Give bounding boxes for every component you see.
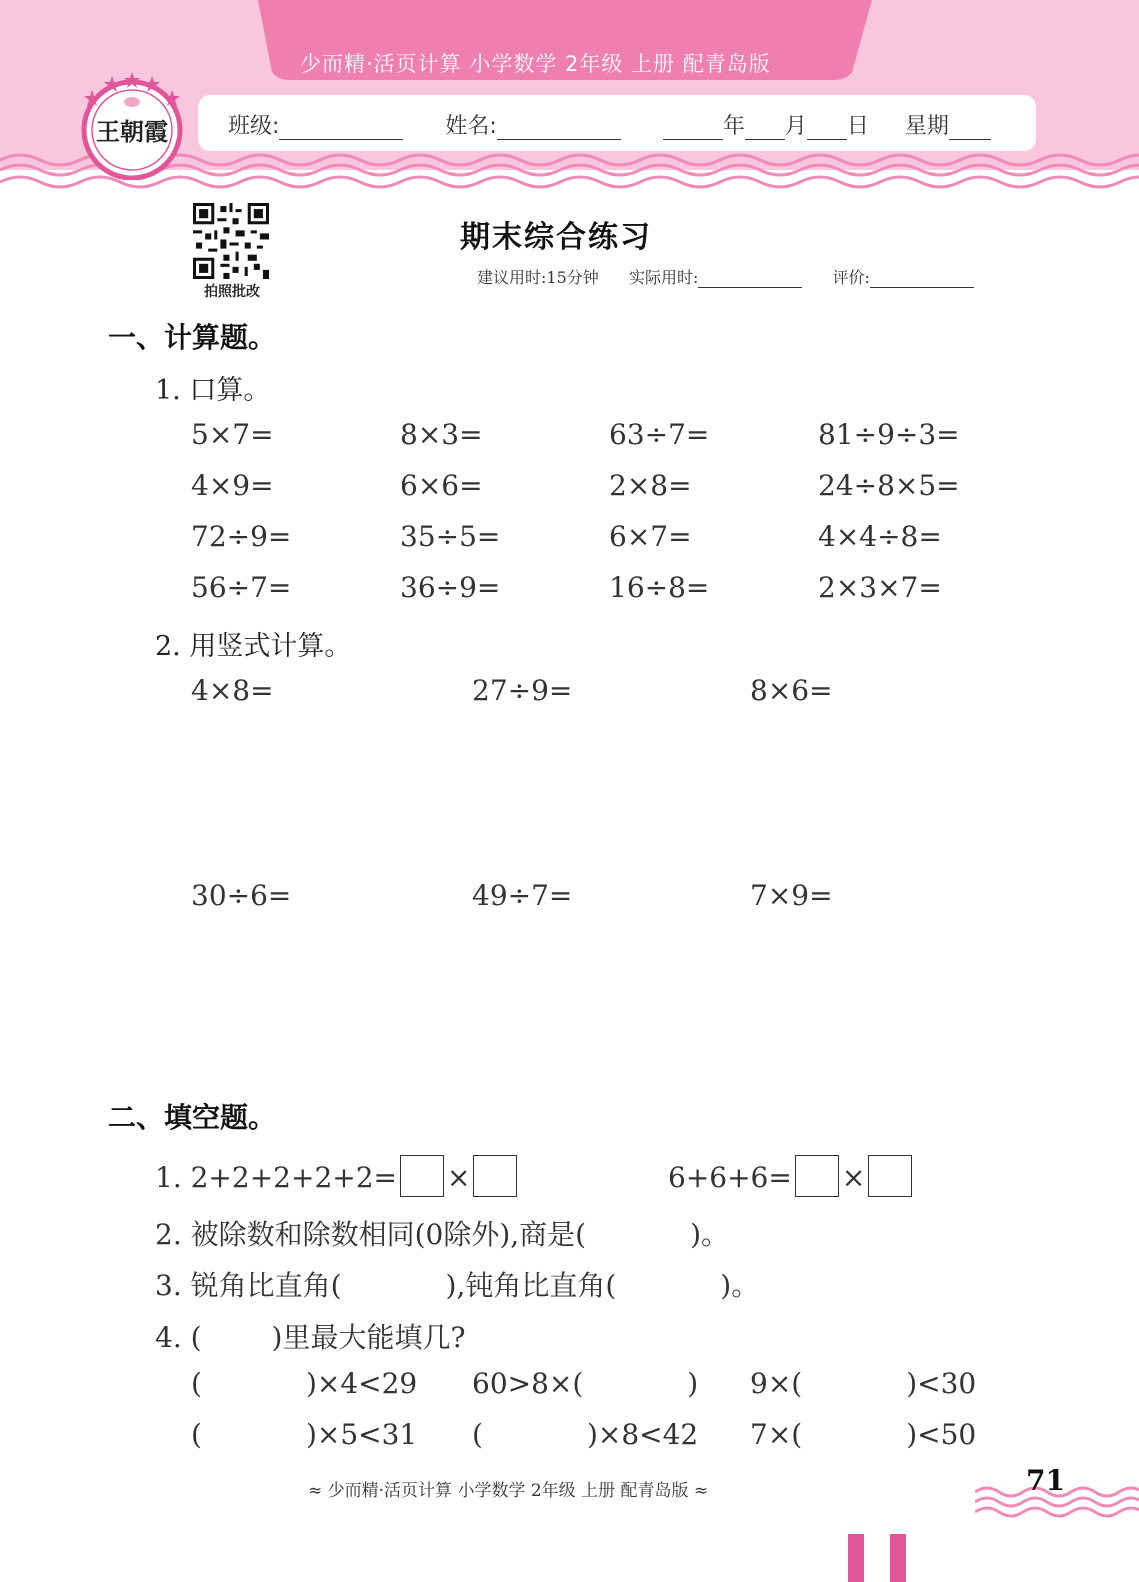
- student-info-row: [228, 109, 991, 140]
- fill-q4-label: 4. ( )里最大能填几?: [155, 1321, 466, 1354]
- answer-box[interactable]: [868, 1155, 912, 1197]
- answer-box[interactable]: [795, 1155, 839, 1197]
- inequality-item: 9×( )<30: [750, 1367, 977, 1400]
- qr-label: 拍照批改: [204, 284, 260, 300]
- fill-q3: 3. 锐角比直角( ),钝角比直角( )。: [155, 1269, 760, 1302]
- oral-calc-item: 6×6=: [400, 469, 483, 502]
- section1-heading: 一、计算题。: [108, 321, 277, 354]
- series-title: 少而精·活页计算 小学数学 2年级 上册 配青岛版: [300, 52, 771, 76]
- vertical-calc-item: 27÷9=: [472, 674, 573, 707]
- weekday-label: 星期: [904, 114, 949, 139]
- qr-code-icon[interactable]: [193, 203, 269, 279]
- answer-box[interactable]: [400, 1155, 444, 1197]
- oral-calc-item: 36÷9=: [400, 571, 501, 604]
- bottom-bars-decoration: [846, 1534, 910, 1582]
- oral-calc-item: 4×9=: [191, 469, 274, 502]
- q2-label: 2. 用竖式计算。: [155, 631, 352, 662]
- day-field[interactable]: [807, 117, 847, 140]
- month-label: 月: [784, 114, 807, 139]
- oral-calc-item: 5×7=: [191, 418, 274, 451]
- year-label: 年: [722, 114, 745, 139]
- inequality-item: 60>8×( ): [472, 1367, 699, 1400]
- suggested-time: 建议用时:15分钟: [477, 268, 599, 287]
- inequality-item: ( )×4<29: [191, 1367, 418, 1400]
- fill-q1-right: 6+6+6= ×: [668, 1155, 915, 1197]
- page-number: 71: [1026, 1464, 1065, 1497]
- vertical-calc-item: 30÷6=: [191, 879, 292, 912]
- vertical-calc-item: 7×9=: [750, 879, 833, 912]
- section2-heading: 二、填空题。: [108, 1101, 277, 1134]
- evaluation-label: 评价:: [832, 268, 870, 287]
- oral-calc-item: 63÷7=: [609, 418, 710, 451]
- inequality-item: ( )×5<31: [191, 1418, 418, 1451]
- name-field[interactable]: [497, 117, 621, 140]
- brand-logo: [78, 68, 186, 180]
- vertical-calc-item: 4×8=: [191, 674, 274, 707]
- actual-time-label: 实际用时:: [628, 268, 699, 287]
- oral-calc-item: 35÷5=: [400, 520, 501, 553]
- vertical-calc-item: 49÷7=: [472, 879, 573, 912]
- class-label: 班级:: [228, 114, 280, 139]
- oral-calc-item: 6×7=: [609, 520, 692, 553]
- name-label: 姓名:: [445, 114, 497, 139]
- year-field[interactable]: [663, 117, 723, 140]
- oral-calc-item: 2×3×7=: [818, 571, 942, 604]
- oral-calc-item: 4×4÷8=: [818, 520, 942, 553]
- svg-text:王朝霞: 王朝霞: [96, 117, 168, 146]
- oral-calc-item: 2×8=: [609, 469, 692, 502]
- oral-calc-item: 72÷9=: [191, 520, 292, 553]
- oral-calc-item: 8×3=: [400, 418, 483, 451]
- fill-q1-left: 1. 2+2+2+2+2= ×: [155, 1155, 520, 1197]
- class-field[interactable]: [279, 117, 403, 140]
- oral-calc-item: 81÷9÷3=: [818, 418, 960, 451]
- fill-q2: 2. 被除数和除数相同(0除外),商是( )。: [155, 1218, 730, 1251]
- month-field[interactable]: [745, 117, 785, 140]
- q1-label: 1. 口算。: [155, 375, 271, 406]
- oral-calc-item: 16÷8=: [609, 571, 710, 604]
- weekday-field[interactable]: [949, 117, 991, 140]
- page-title: 期末综合练习: [460, 220, 652, 255]
- actual-time-field[interactable]: [698, 271, 802, 288]
- meta-row: [477, 265, 974, 288]
- inequality-item: 7×( )<50: [750, 1418, 977, 1451]
- inequality-item: ( )×8<42: [472, 1418, 699, 1451]
- footer-text: ≈ 少而精·活页计算 小学数学 2年级 上册 配青岛版 ≈: [308, 1481, 709, 1501]
- vertical-calc-item: 8×6=: [750, 674, 833, 707]
- day-label: 日: [846, 114, 869, 139]
- answer-box[interactable]: [473, 1155, 517, 1197]
- evaluation-field[interactable]: [870, 271, 974, 288]
- oral-calc-item: 24÷8×5=: [818, 469, 960, 502]
- oral-calc-item: 56÷7=: [191, 571, 292, 604]
